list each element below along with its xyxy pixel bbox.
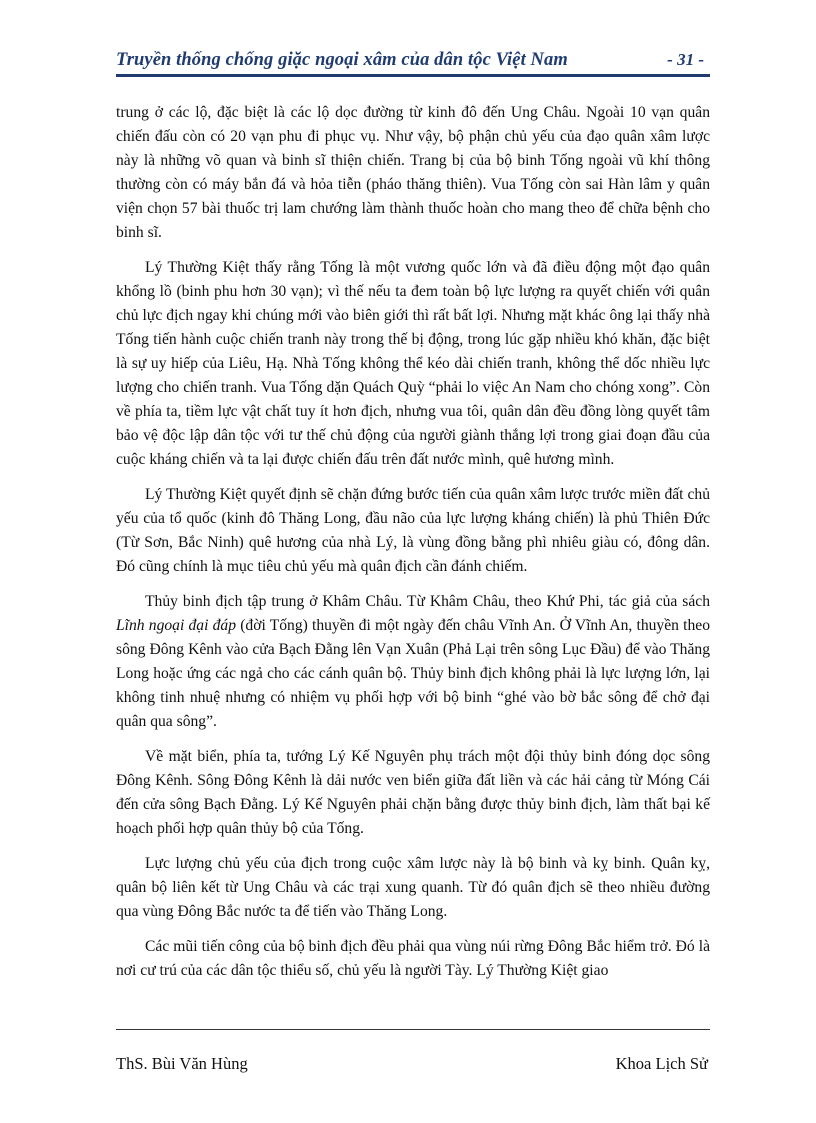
paragraph-4-text-after: (đời Tống) thuyền đi một ngày đến châu Vĩnh An. Ở Vĩnh An, thuyền theo sông Đông Kênh vào cửa Bạch Đằng lên Vạn Xuân (Phả Lại trên sông Lục Đầu) để vào Thăng Long hoặc ứng các ngả cho các cánh quân bộ. Thủy binh địch không phải là lực lượng lớn, lại không tinh nhuệ nhưng có nhiệm vụ phối hợp với bộ binh “ghé vào bờ bắc sông để chở đại quân qua sông”. xyxy=(116,617,710,730)
paragraph-2: Lý Thường Kiệt thấy rằng Tống là một vương quốc lớn và đã điều động một đạo quân khổng lồ (binh phu hơn 30 vạn); vì thế nếu ta đem toàn bộ lực lượng ra quyết chiến với quân chủ lực địch ngay khi chúng mới vào biên giới thì rất bất lợi. Nhưng mặt khác ông lại thấy nhà Tống tiến hành cuộc chiến tranh này trong thế bị động, trong lúc gặp nhiều khó khăn, đặc biệt là sự uy hiếp của Liêu, Hạ. Nhà Tống không thể kéo dài chiến tranh, không thể dốc nhiều lực lượng cho chiến tranh. Vua Tống dặn Quách Quỳ “phải lo việc An Nam cho chóng xong”. Còn về phía ta, tiềm lực vật chất tuy ít hơn địch, nhưng vua tôi, quân dân đều đồng lòng quyết tâm bảo vệ độc lập dân tộc với tư thế chủ động của người giành thắng lợi trong giai đoạn đầu của cuộc kháng chiến và ta lại được chiến đấu trên đất nước mình, quê hương mình. xyxy=(116,259,710,468)
paragraph-5: Về mặt biển, phía ta, tướng Lý Kế Nguyên phụ trách một đội thủy binh đóng dọc sông Đông Kênh. Sông Đông Kênh là dải nước ven biển giữa đất liền và các hải cảng từ Móng Cái đến cửa sông Bạch Đằng. Lý Kế Nguyên phải chặn bằng được thủy binh địch, làm thất bại kế hoạch phối hợp quân thủy bộ của Tống. xyxy=(116,748,710,837)
paragraph-3: Lý Thường Kiệt quyết định sẽ chặn đứng bước tiến của quân xâm lược trước miền đất chủ yếu của tổ quốc (kinh đô Thăng Long, đầu não của lực lượng kháng chiến) là phủ Thiên Đức (Từ Sơn, Bắc Ninh) quê hương của nhà Lý, là vùng đồng bằng phì nhiêu giàu có, đông dân. Đó cũng chính là mục tiêu chủ yếu mà quân địch cần đánh chiếm. xyxy=(116,486,710,575)
paragraph-6: Lực lượng chủ yếu của địch trong cuộc xâm lược này là bộ binh và kỵ binh. Quân kỵ, quân bộ liên kết từ Ung Châu và các trại xung quanh. Từ đó quân địch sẽ theo nhiều đường qua vùng Đông Bắc nước ta để tiến vào Thăng Long. xyxy=(116,855,710,920)
paragraph-7: Các mũi tiến công của bộ binh địch đều phải qua vùng núi rừng Đông Bắc hiểm trở. Đó là nơi cư trú của các dân tộc thiểu số, chủ yếu là người Tày. Lý Thường Kiệt giao xyxy=(116,938,710,979)
book-title: Lĩnh ngoại đại đáp xyxy=(116,617,237,634)
header-title: Truyền thống chống giặc ngoại xâm của dân tộc Việt Nam xyxy=(116,50,568,70)
body-text xyxy=(116,101,710,994)
paragraph-4 xyxy=(116,590,710,734)
footer-divider xyxy=(116,1029,710,1030)
footer-author: ThS. Bùi Văn Hùng xyxy=(116,1054,248,1073)
paragraph-4-text-before: Thủy binh địch tập trung ở Khâm Châu. Từ Khâm Châu, theo Khứ Phi, tác giả của sách xyxy=(145,593,710,610)
page-header xyxy=(116,44,710,78)
footer-department: Khoa Lịch Sử xyxy=(615,1054,708,1073)
header-divider xyxy=(116,74,710,77)
paragraph-1: trung ở các lộ, đặc biệt là các lộ dọc đường từ kinh đô đến Ung Châu. Ngoài 10 vạn quân chiến đấu còn có 20 vạn phu đi phục vụ. Như vậy, bộ phận chủ yếu của đạo quân xâm lược này là những võ quan và binh sĩ thiện chiến. Trang bị của bộ binh Tống ngoài vũ khí thông thường còn có máy bắn đá và hỏa tiễn (pháo thăng thiên). Vua Tống còn sai Hàn lâm y quân viện chọn 57 bài thuốc trị lam chướng làm thành thuốc hoàn cho mang theo để chữa bệnh cho binh sĩ. xyxy=(116,104,710,241)
page-number: - 31 - xyxy=(667,50,704,69)
